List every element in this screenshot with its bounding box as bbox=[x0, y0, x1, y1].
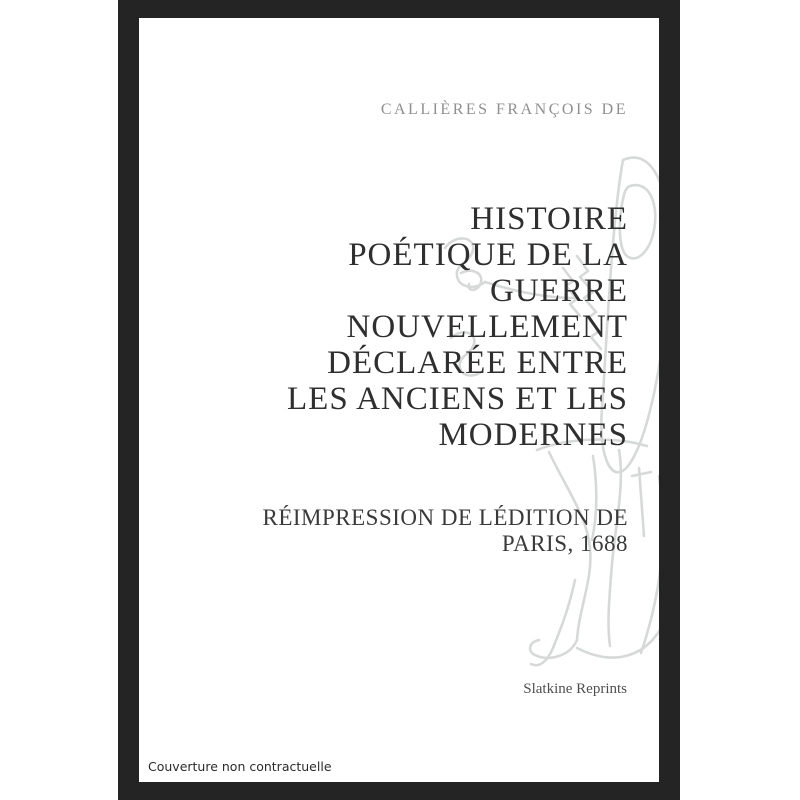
title-line: POÉTIQUE DE LA bbox=[348, 237, 628, 273]
edition-subtitle bbox=[262, 505, 628, 557]
subtitle-line: PARIS, 1688 bbox=[501, 531, 628, 556]
book-cover-page bbox=[139, 18, 659, 782]
title-line: GUERRE bbox=[490, 273, 628, 309]
subtitle-line: RÉIMPRESSION DE LÉDITION DE bbox=[262, 505, 628, 530]
book-cover-frame bbox=[118, 0, 680, 800]
cover-disclaimer: Couverture non contractuelle bbox=[148, 759, 332, 774]
publisher-name: Slatkine Reprints bbox=[523, 681, 627, 697]
title-line: NOUVELLEMENT bbox=[346, 309, 628, 345]
title-line: LES ANCIENS ET LES bbox=[287, 381, 628, 417]
book-title bbox=[287, 201, 628, 453]
title-line: DÉCLARÉE ENTRE bbox=[327, 345, 628, 381]
title-line: HISTOIRE bbox=[470, 201, 628, 237]
author-name: CALLIÈRES FRANÇOIS DE bbox=[380, 101, 628, 118]
title-line: MODERNES bbox=[438, 417, 628, 453]
